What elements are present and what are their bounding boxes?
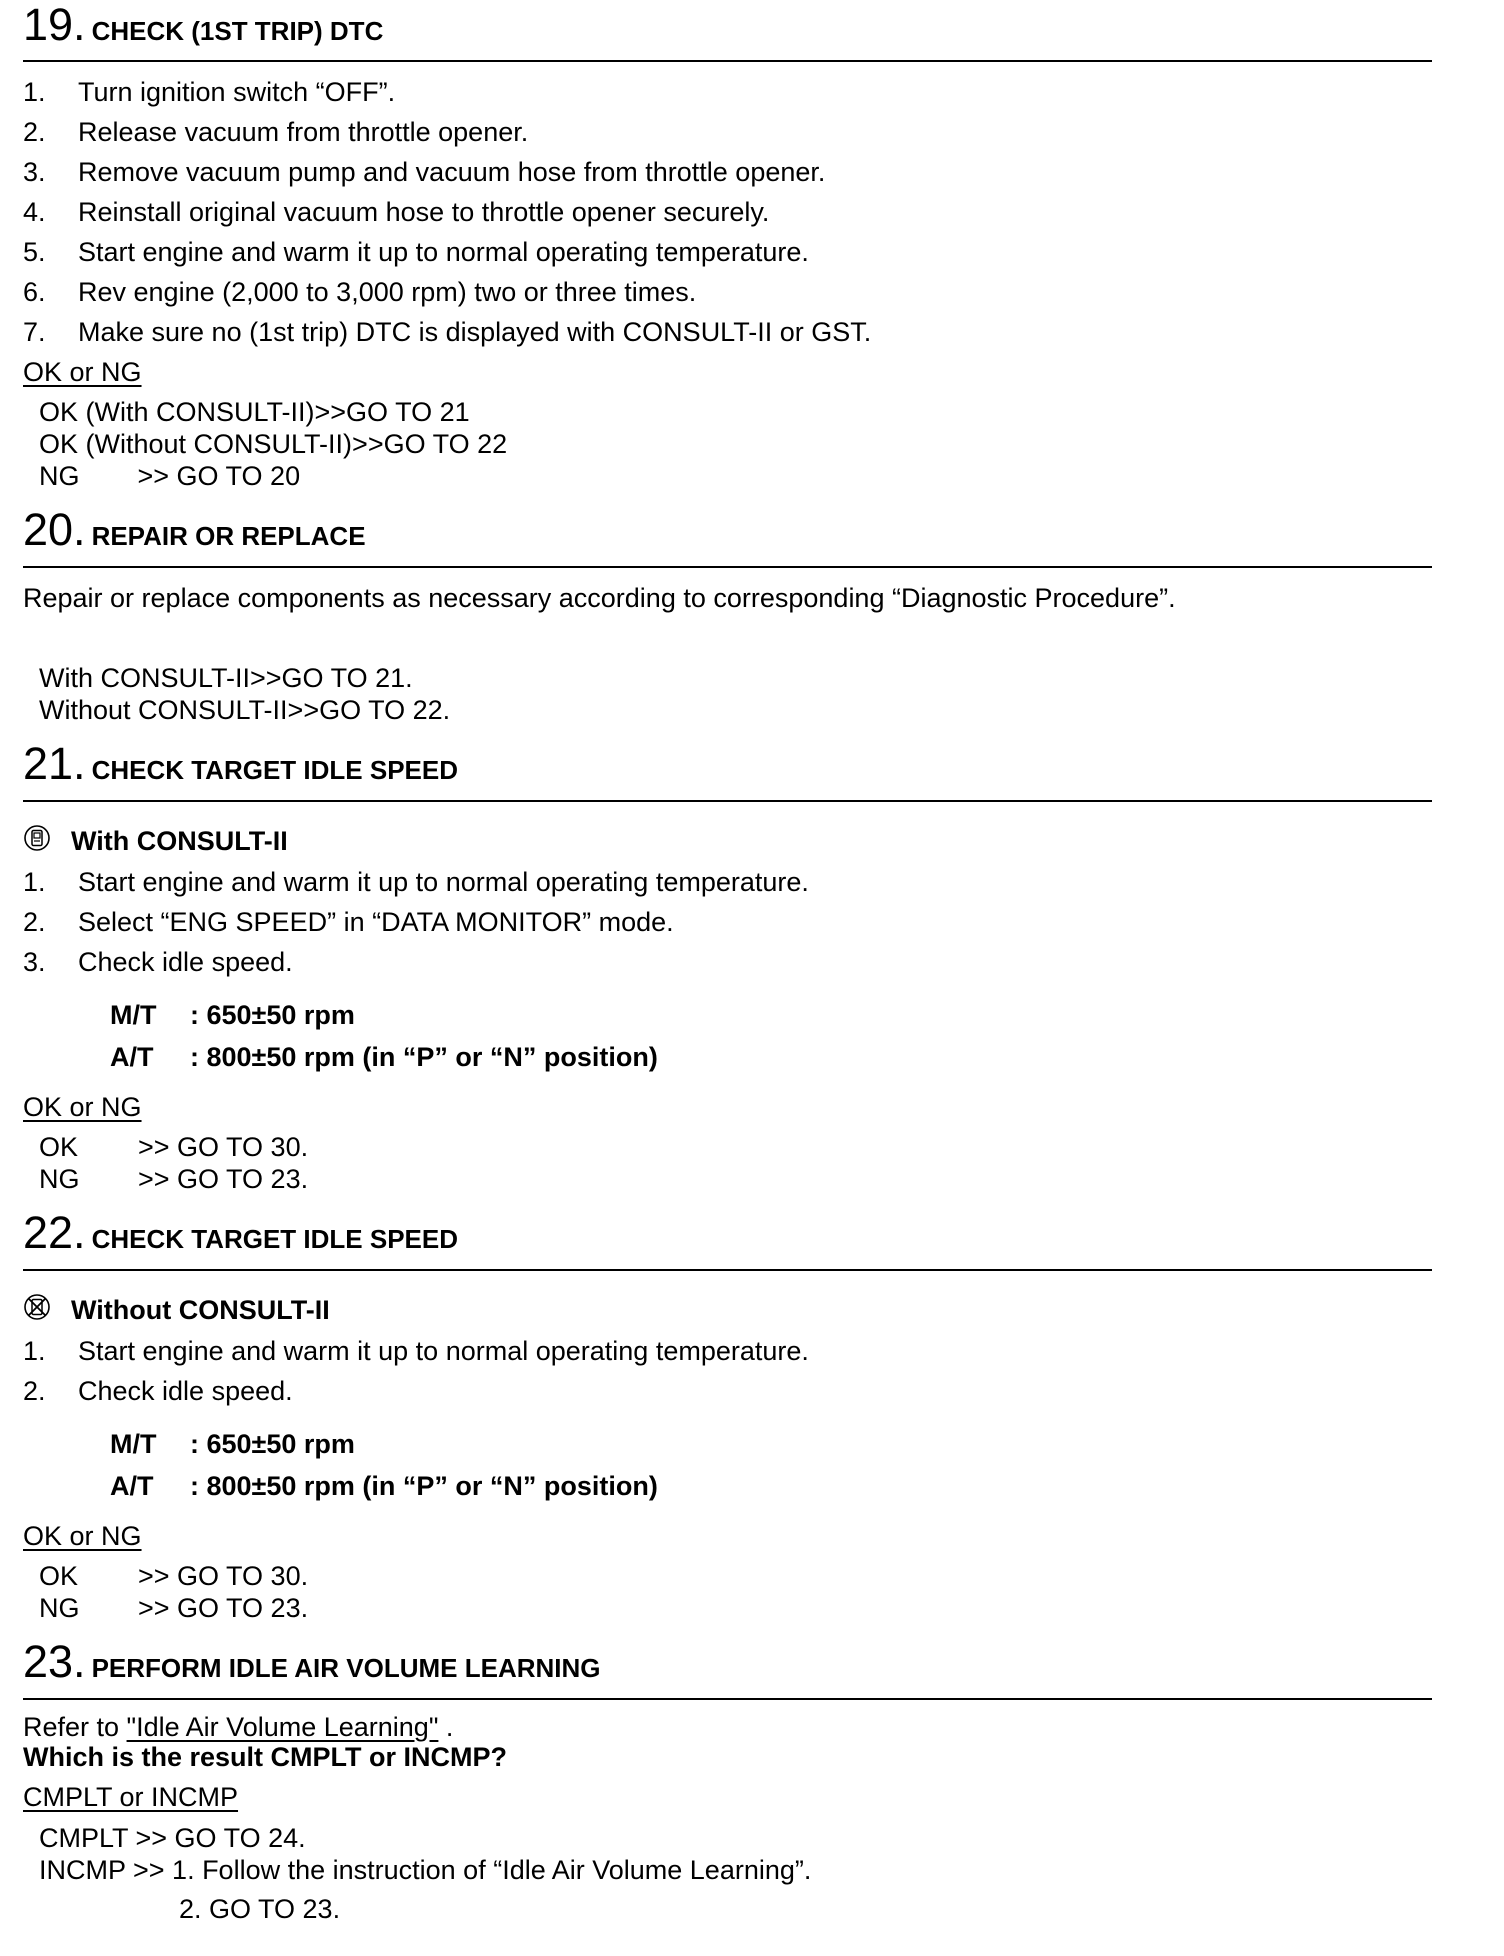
ok-or-ng-label: OK or NG (23, 1521, 142, 1551)
step-22-divider (23, 1269, 1432, 1271)
step-19-divider (23, 60, 1432, 62)
with-consult-subheading: With CONSULT-II (71, 826, 288, 856)
step-23-title: PERFORM IDLE AIR VOLUME LEARNING (91, 1653, 601, 1683)
spec-mt: M/T : 650±50 rpm (110, 1429, 355, 1459)
list-item: 1. Start engine and warm it up to normal operating temperature. (23, 1336, 809, 1366)
spec-at: A/T : 800±50 rpm (in “P” or “N” position) (110, 1042, 658, 1072)
step-23-divider (23, 1698, 1432, 1700)
result-ok: OK >> GO TO 30. (39, 1132, 309, 1162)
step-20-divider (23, 566, 1432, 568)
step-20-number: 20. (23, 504, 86, 555)
step-23-heading (23, 1636, 601, 1687)
step-21-title: CHECK TARGET IDLE SPEED (91, 755, 458, 785)
list-item: 3. Remove vacuum pump and vacuum hose from throttle opener. (23, 157, 826, 187)
step-22-number: 22. (23, 1207, 86, 1258)
consult-ii-icon (23, 824, 51, 852)
ok-or-ng-label: OK or NG (23, 357, 142, 387)
step-21-divider (23, 800, 1432, 802)
list-item: 1. Turn ignition switch “OFF”. (23, 77, 396, 107)
step-22-heading (23, 1207, 458, 1258)
step-21-number: 21. (23, 738, 86, 789)
list-item: 1. Start engine and warm it up to normal operating temperature. (23, 867, 809, 897)
without-consult-subheading: Without CONSULT-II (71, 1295, 330, 1325)
cmplt-or-incmp-label: CMPLT or INCMP (23, 1782, 239, 1812)
result-ng: NG >> GO TO 20 (39, 461, 301, 491)
result-incmp-step-2: 2. GO TO 23. (179, 1894, 341, 1924)
without-consult-icon (23, 1293, 51, 1321)
spec-at: A/T : 800±50 rpm (in “P” or “N” position) (110, 1471, 658, 1501)
list-item: 3. Check idle speed. (23, 947, 293, 977)
ok-or-ng-label: OK or NG (23, 1092, 142, 1122)
result-ng: NG >> GO TO 23. (39, 1164, 309, 1194)
result-with-consult: With CONSULT-II>>GO TO 21. (39, 663, 413, 693)
step-20-heading (23, 504, 366, 555)
result-ok-with-consult: OK (With CONSULT-II)>>GO TO 21 (39, 397, 470, 427)
result-cmplt: CMPLT >> GO TO 24. (39, 1823, 306, 1853)
result-question: Which is the result CMPLT or INCMP? (23, 1742, 508, 1772)
result-without-consult: Without CONSULT-II>>GO TO 22. (39, 695, 451, 725)
list-item: 2. Select “ENG SPEED” in “DATA MONITOR” mode. (23, 907, 674, 937)
step-21-heading (23, 738, 458, 789)
result-incmp: INCMP >> 1. Follow the instruction of “Idle Air Volume Learning”. (39, 1855, 812, 1885)
list-item: 5. Start engine and warm it up to normal operating temperature. (23, 237, 809, 267)
list-item: 2. Release vacuum from throttle opener. (23, 117, 529, 147)
step-19-number: 19. (23, 0, 86, 50)
step-20-body: Repair or replace components as necessary according to corresponding “Diagnostic Procedure”. (23, 583, 1176, 613)
step-19-heading (23, 0, 384, 50)
result-ok-without-consult: OK (Without CONSULT-II)>>GO TO 22 (39, 429, 508, 459)
list-item: 4. Reinstall original vacuum hose to throttle opener securely. (23, 197, 770, 227)
step-20-title: REPAIR OR REPLACE (91, 521, 366, 551)
refer-line: Refer to "Idle Air Volume Learning" . (23, 1712, 454, 1742)
result-ng: NG >> GO TO 23. (39, 1593, 309, 1623)
step-23-number: 23. (23, 1636, 86, 1687)
list-item: 6. Rev engine (2,000 to 3,000 rpm) two or three times. (23, 277, 697, 307)
list-item: 7. Make sure no (1st trip) DTC is displayed with CONSULT-II or GST. (23, 317, 872, 347)
list-item: 2. Check idle speed. (23, 1376, 293, 1406)
spec-mt: M/T : 650±50 rpm (110, 1000, 355, 1030)
result-ok: OK >> GO TO 30. (39, 1561, 309, 1591)
step-19-title: CHECK (1ST TRIP) DTC (91, 16, 384, 46)
idle-air-volume-learning-link[interactable]: "Idle Air Volume Learning" (126, 1712, 439, 1742)
step-22-title: CHECK TARGET IDLE SPEED (91, 1224, 458, 1254)
